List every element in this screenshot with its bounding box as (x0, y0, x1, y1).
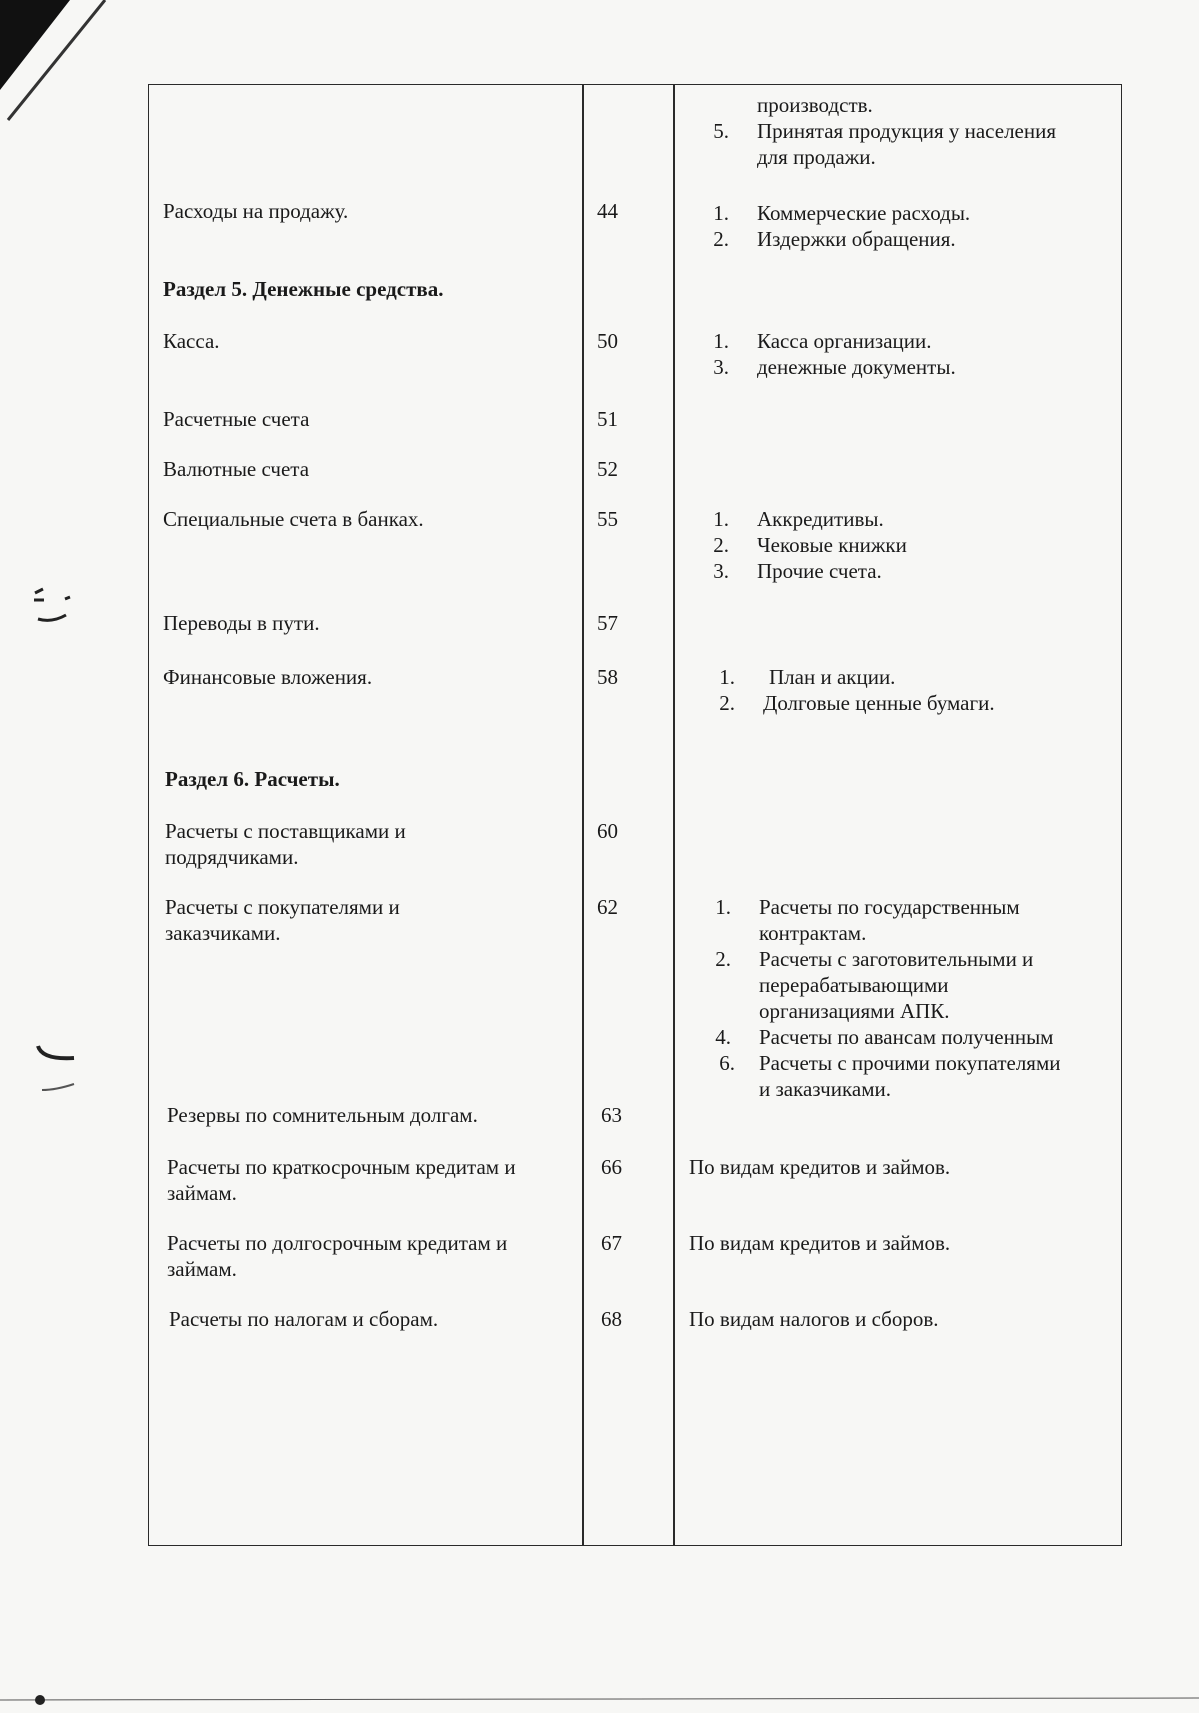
account-name: займам. (167, 1257, 237, 1281)
subaccount-text: производств. (757, 93, 873, 117)
subaccount-number: 1. (715, 895, 731, 919)
accounts-table (148, 84, 1122, 1546)
subaccount-number: 1. (713, 507, 729, 531)
subaccount-number: 1. (713, 201, 729, 225)
account-name: Расчеты по налогам и сборам. (169, 1307, 439, 1331)
account-code: 68 (601, 1307, 622, 1331)
subaccount-number: 3. (713, 559, 729, 583)
account-name: подрядчиками. (165, 845, 299, 869)
subaccount-text: Коммерческие расходы. (757, 201, 971, 225)
account-name: Переводы в пути. (163, 611, 320, 635)
account-name: Специальные счета в банках. (163, 507, 424, 531)
subaccount-text: Расчеты по государственным (759, 895, 1020, 919)
account-code: 60 (597, 819, 618, 843)
subaccount-text: Долговые ценные бумаги. (763, 691, 995, 715)
account-name: Расходы на продажу. (163, 199, 349, 223)
subaccount-text: организациями АПК. (759, 999, 950, 1023)
subaccount-note: По видам кредитов и займов. (689, 1231, 951, 1255)
column-divider (582, 85, 584, 1545)
account-code: 62 (597, 895, 618, 919)
column-divider (673, 85, 675, 1545)
account-code: 44 (597, 199, 618, 223)
subaccount-number: 2. (715, 947, 731, 971)
scan-smudge (30, 585, 75, 625)
subaccount-text: Расчеты с прочими покупателями (759, 1051, 1061, 1075)
subaccount-text: Расчеты по авансам полученным (759, 1025, 1054, 1049)
account-code: 67 (601, 1231, 622, 1255)
account-name: Расчеты по долгосрочным кредитам и (167, 1231, 508, 1255)
account-name: Резервы по сомнительным долгам. (167, 1103, 478, 1127)
account-name: Финансовые вложения. (163, 665, 373, 689)
account-name: Касса. (163, 329, 220, 353)
subaccount-number: 4. (715, 1025, 731, 1049)
scan-bottom-edge (0, 1690, 1199, 1713)
subaccount-note: По видам налогов и сборов. (689, 1307, 939, 1331)
subaccount-text: Издержки обращения. (757, 227, 956, 251)
account-code: 51 (597, 407, 618, 431)
subaccount-number: 6. (719, 1051, 735, 1075)
subaccount-number: 2. (719, 691, 735, 715)
account-name: Расчетные счета (163, 407, 310, 431)
account-code: 52 (597, 457, 618, 481)
account-name: заказчиками. (165, 921, 281, 945)
subaccount-text: Чековые книжки (757, 533, 907, 557)
subaccount-text: Аккредитивы. (757, 507, 884, 531)
account-name: Расчеты по краткосрочным кредитам и (167, 1155, 516, 1179)
account-code: 57 (597, 611, 618, 635)
subaccount-number: 1. (719, 665, 735, 689)
subaccount-number: 2. (713, 533, 729, 557)
subaccount-text: Принятая продукция у населения (757, 119, 1057, 143)
subaccount-number: 2. (713, 227, 729, 251)
account-name: займам. (167, 1181, 237, 1205)
subaccount-text: перерабатывающими (759, 973, 949, 997)
subaccount-number: 5. (713, 119, 729, 143)
account-name: Валютные счета (163, 457, 310, 481)
subaccount-text: для продажи. (757, 145, 876, 169)
subaccount-text: Расчеты с заготовительными и (759, 947, 1034, 971)
section-heading: Раздел 5. Денежные средства. (163, 277, 444, 301)
scan-smudge (30, 1040, 80, 1100)
subaccount-text: контрактам. (759, 921, 867, 945)
account-name: Расчеты с поставщиками и (165, 819, 406, 843)
scan-corner-artifact (0, 0, 130, 150)
subaccount-text: Касса организации. (757, 329, 932, 353)
subaccount-note: По видам кредитов и займов. (689, 1155, 951, 1179)
subaccount-text: и заказчиками. (759, 1077, 891, 1101)
account-name: Расчеты с покупателями и (165, 895, 400, 919)
account-code: 63 (601, 1103, 622, 1127)
subaccount-number: 1. (713, 329, 729, 353)
account-code: 50 (597, 329, 618, 353)
account-code: 55 (597, 507, 618, 531)
subaccount-text: План и акции. (769, 665, 896, 689)
account-code: 66 (601, 1155, 622, 1179)
subaccount-text: Прочие счета. (757, 559, 882, 583)
section-heading: Раздел 6. Расчеты. (165, 767, 340, 791)
account-code: 58 (597, 665, 618, 689)
subaccount-text: денежные документы. (757, 355, 956, 379)
subaccount-number: 3. (713, 355, 729, 379)
